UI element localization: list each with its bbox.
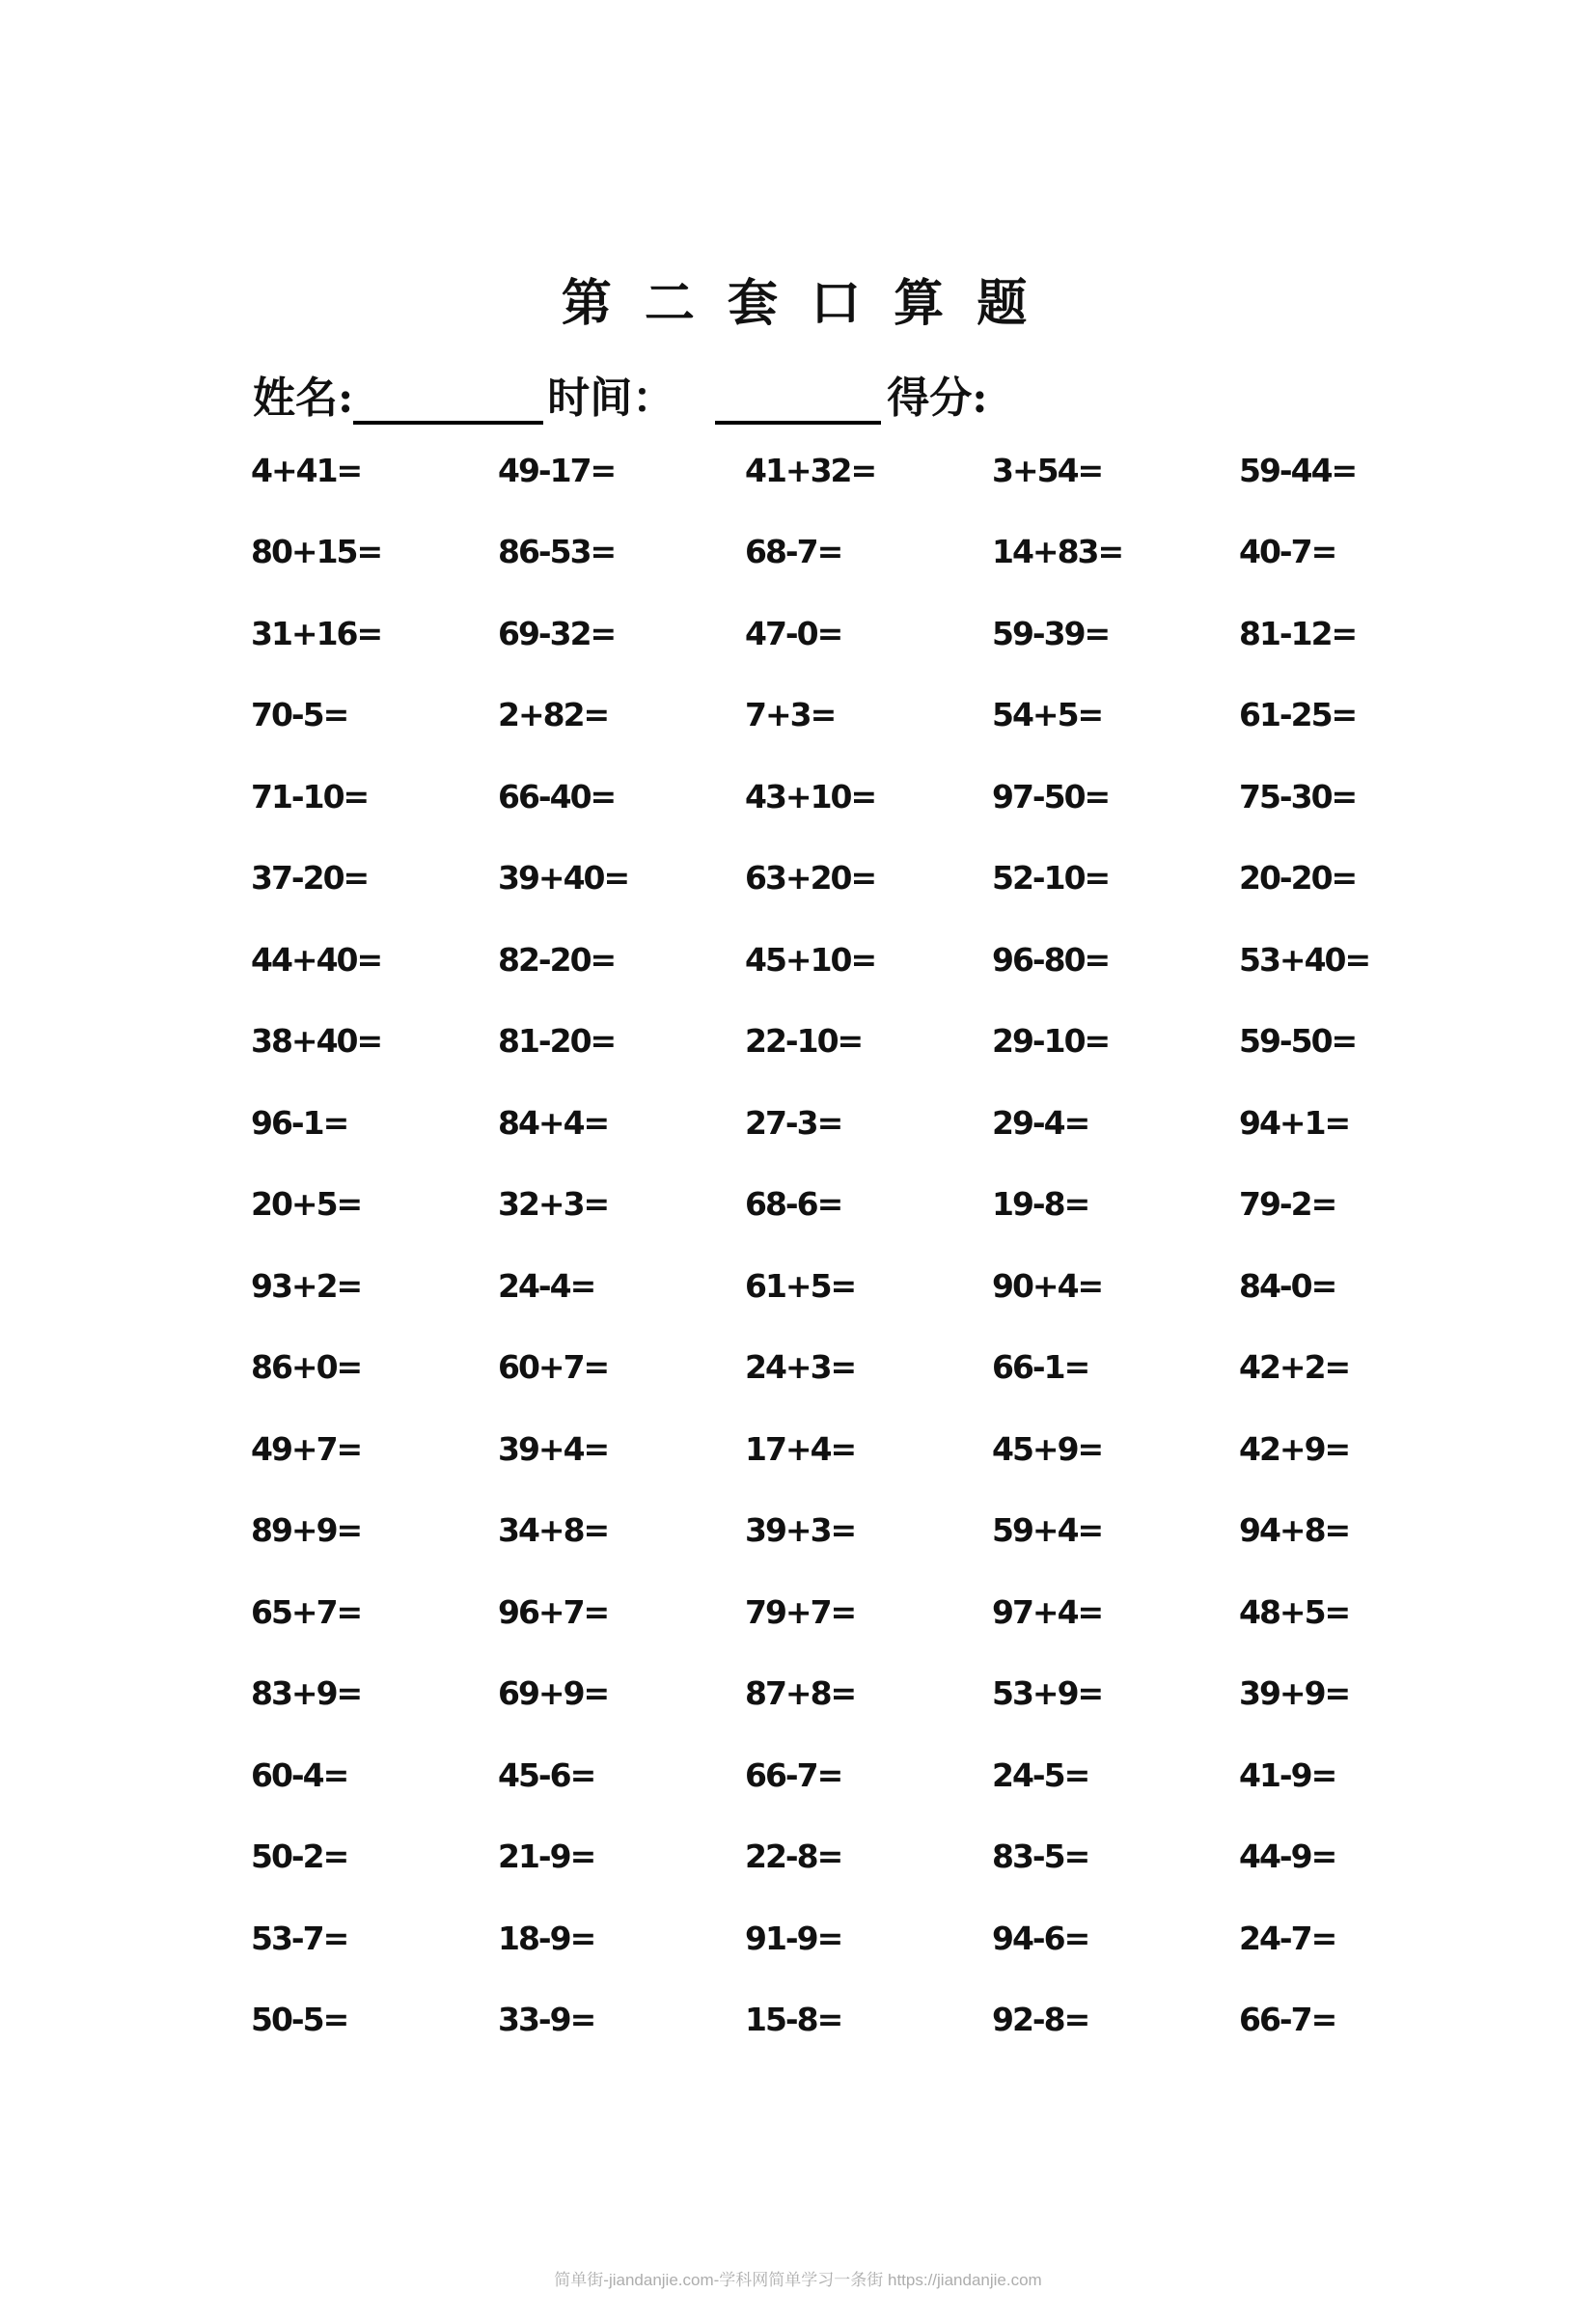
problem-cell-r20-c3: 15-8= (745, 2001, 842, 2039)
problem-cell-r4-c1: 70-5= (251, 696, 348, 734)
problem-cell-r17-c3: 66-7= (745, 1755, 842, 1794)
problem-cell-r3-c1: 31+16= (251, 614, 382, 652)
problem-cell-r10-c4: 19-8= (992, 1185, 1089, 1224)
problem-cell-r8-c1: 38+40= (251, 1022, 382, 1061)
problem-cell-r12-c2: 60+7= (498, 1348, 609, 1387)
problem-cell-r18-c5: 44-9= (1239, 1837, 1336, 1876)
problem-cell-r10-c3: 68-6= (745, 1185, 842, 1224)
problem-cell-r13-c2: 39+4= (498, 1429, 609, 1468)
problems-grid (251, 429, 1486, 2060)
problem-cell-r17-c1: 60-4= (251, 1755, 348, 1794)
problem-cell-r16-c5: 39+9= (1239, 1674, 1350, 1713)
problem-cell-r3-c3: 47-0= (745, 614, 842, 652)
problem-cell-r9-c1: 96-1= (251, 1103, 348, 1142)
problem-cell-r16-c4: 53+9= (992, 1674, 1103, 1713)
problem-cell-r18-c3: 22-8= (745, 1837, 842, 1876)
problem-cell-r3-c5: 81-12= (1239, 614, 1357, 652)
problem-cell-r4-c3: 7+3= (745, 696, 836, 734)
problem-cell-r5-c2: 66-40= (498, 777, 616, 815)
problem-cell-r6-c2: 39+40= (498, 859, 629, 898)
problem-cell-r8-c5: 59-50= (1239, 1022, 1357, 1061)
problem-cell-r19-c4: 94-6= (992, 1919, 1089, 1957)
problem-cell-r9-c4: 29-4= (992, 1103, 1089, 1142)
problem-cell-r4-c2: 2+82= (498, 696, 609, 734)
problem-cell-r13-c4: 45+9= (992, 1429, 1103, 1468)
problem-cell-r15-c3: 79+7= (745, 1592, 856, 1631)
problem-cell-r2-c4: 14+83= (992, 533, 1123, 571)
problem-cell-r13-c5: 42+9= (1239, 1429, 1350, 1468)
time-label: 时间： (547, 373, 675, 423)
problem-cell-r14-c2: 34+8= (498, 1511, 609, 1550)
problem-cell-r20-c4: 92-8= (992, 2001, 1089, 2039)
problem-cell-r1-c3: 41+32= (745, 451, 876, 489)
problem-cell-r2-c1: 80+15= (251, 533, 382, 571)
problem-cell-r12-c1: 86+0= (251, 1348, 362, 1387)
problem-cell-r6-c4: 52-10= (992, 859, 1110, 898)
problem-cell-r12-c3: 24+3= (745, 1348, 856, 1387)
problem-cell-r9-c3: 27-3= (745, 1103, 842, 1142)
problem-cell-r13-c1: 49+7= (251, 1429, 362, 1468)
problem-cell-r15-c1: 65+7= (251, 1592, 362, 1631)
problem-cell-r11-c2: 24-4= (498, 1266, 595, 1305)
problem-cell-r11-c5: 84-0= (1239, 1266, 1336, 1305)
problem-cell-r1-c5: 59-44= (1239, 451, 1357, 489)
problem-cell-r5-c1: 71-10= (251, 777, 369, 815)
problem-cell-r7-c4: 96-80= (992, 940, 1110, 979)
name-blank-underline (353, 378, 543, 425)
page-title: 第 二 套 口 算 题 (561, 274, 1035, 333)
problem-cell-r2-c5: 40-7= (1239, 533, 1336, 571)
problem-cell-r20-c2: 33-9= (498, 2001, 595, 2039)
time-blank-underline (715, 378, 881, 425)
problem-cell-r5-c4: 97-50= (992, 777, 1110, 815)
problem-cell-r19-c1: 53-7= (251, 1919, 348, 1957)
problem-cell-r15-c4: 97+4= (992, 1592, 1103, 1631)
problem-cell-r8-c4: 29-10= (992, 1022, 1110, 1061)
problem-cell-r14-c1: 89+9= (251, 1511, 362, 1550)
problem-cell-r15-c2: 96+7= (498, 1592, 609, 1631)
problem-cell-r7-c1: 44+40= (251, 940, 382, 979)
problem-cell-r1-c2: 49-17= (498, 451, 616, 489)
problem-cell-r10-c5: 79-2= (1239, 1185, 1336, 1224)
problem-cell-r19-c2: 18-9= (498, 1919, 595, 1957)
problem-cell-r13-c3: 17+4= (745, 1429, 856, 1468)
problem-cell-r10-c1: 20+5= (251, 1185, 362, 1224)
problem-cell-r2-c2: 86-53= (498, 533, 616, 571)
problem-cell-r9-c5: 94+1= (1239, 1103, 1350, 1142)
problem-cell-r19-c3: 91-9= (745, 1919, 842, 1957)
problem-cell-r17-c2: 45-6= (498, 1755, 595, 1794)
problem-cell-r16-c2: 69+9= (498, 1674, 609, 1713)
problem-cell-r7-c5: 53+40= (1239, 940, 1370, 979)
problem-cell-r6-c5: 20-20= (1239, 859, 1357, 898)
problem-cell-r2-c3: 68-7= (745, 533, 842, 571)
problem-cell-r16-c1: 83+9= (251, 1674, 362, 1713)
problem-cell-r9-c2: 84+4= (498, 1103, 609, 1142)
problem-cell-r17-c5: 41-9= (1239, 1755, 1336, 1794)
problem-cell-r15-c5: 48+5= (1239, 1592, 1350, 1631)
problem-cell-r17-c4: 24-5= (992, 1755, 1089, 1794)
problem-cell-r18-c2: 21-9= (498, 1837, 595, 1876)
problem-cell-r8-c3: 22-10= (745, 1022, 863, 1061)
problem-cell-r5-c5: 75-30= (1239, 777, 1357, 815)
problem-cell-r19-c5: 24-7= (1239, 1919, 1336, 1957)
name-time-score-line (253, 363, 988, 425)
problem-cell-r18-c1: 50-2= (251, 1837, 348, 1876)
problem-cell-r3-c2: 69-32= (498, 614, 616, 652)
problem-cell-r3-c4: 59-39= (992, 614, 1110, 652)
problem-cell-r12-c4: 66-1= (992, 1348, 1089, 1387)
problem-cell-r11-c3: 61+5= (745, 1266, 856, 1305)
problem-cell-r18-c4: 83-5= (992, 1837, 1089, 1876)
name-label: 姓名: (253, 373, 354, 423)
score-label: 得分: (887, 373, 988, 423)
problem-cell-r6-c1: 37-20= (251, 859, 369, 898)
problem-cell-r14-c3: 39+3= (745, 1511, 856, 1550)
problem-cell-r16-c3: 87+8= (745, 1674, 856, 1713)
problem-cell-r1-c4: 3+54= (992, 451, 1103, 489)
problem-cell-r11-c1: 93+2= (251, 1266, 362, 1305)
problem-cell-r6-c3: 63+20= (745, 859, 876, 898)
problem-cell-r8-c2: 81-20= (498, 1022, 616, 1061)
problem-cell-r4-c5: 61-25= (1239, 696, 1357, 734)
problem-cell-r10-c2: 32+3= (498, 1185, 609, 1224)
footer-text: 简单街-jiandanjie.com-学科网简单学习一条街 https://jiandanjie.com (554, 2271, 1042, 2289)
problem-cell-r14-c5: 94+8= (1239, 1511, 1350, 1550)
problem-cell-r4-c4: 54+5= (992, 696, 1103, 734)
problem-cell-r7-c2: 82-20= (498, 940, 616, 979)
problem-cell-r11-c4: 90+4= (992, 1266, 1103, 1305)
problem-cell-r20-c5: 66-7= (1239, 2001, 1336, 2039)
problem-cell-r20-c1: 50-5= (251, 2001, 348, 2039)
problem-cell-r5-c3: 43+10= (745, 777, 876, 815)
problem-cell-r1-c1: 4+41= (251, 451, 362, 489)
problem-cell-r14-c4: 59+4= (992, 1511, 1103, 1550)
problem-cell-r12-c5: 42+2= (1239, 1348, 1350, 1387)
problem-cell-r7-c3: 45+10= (745, 940, 876, 979)
